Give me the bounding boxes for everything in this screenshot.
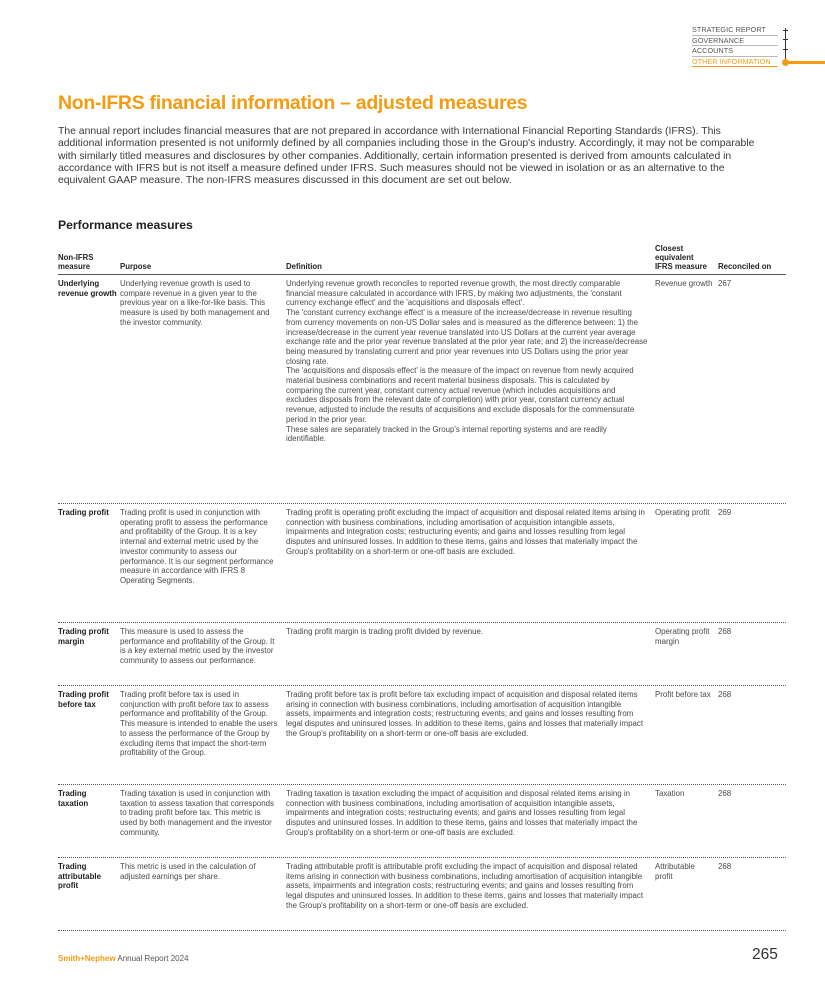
nav-accounts[interactable]: ACCOUNTS [692,46,778,57]
measure-name: Trading profit margin [58,627,109,646]
nav-rail [785,28,786,63]
definition-paragraph: The 'constant currency exchange effect' is a measure of the increase/decrease in revenue resulting from currency movements on non-US Dollar sales and is measured as the difference between: 1) the increase/decrease in the current year revenue translated into US Dollars at the current year average exchange rate and the prior year revenue translated at the prior year rate; and 2) the increase/decrease being measured by translating current and prior year revenues into US Dollars using the prior year closing rate. [286,308,648,366]
nav-tick [783,49,788,50]
page-title: Non-IFRS financial information – adjusted measures [58,92,528,114]
measure-name: Trading profit [58,508,109,517]
section-title: Performance measures [58,218,193,232]
reconciled-page[interactable]: 268 [718,690,732,699]
equivalent-measure: Operating profit margin [655,627,710,646]
header-purpose: Purpose [120,262,152,272]
brand-logo-text: Smith+Nephew [58,954,116,963]
table-row [58,785,786,858]
definition-paragraph: These sales are separately tracked in the Group's internal reporting systems and are readily identifiable. [286,424,607,444]
nav-active-bar [785,61,825,64]
header-equivalent: Closest equivalent IFRS measure [655,244,708,272]
intro-paragraph: The annual report includes financial measures that are not prepared in accordance with International Financial Reporting Standards (IFRS). This additional information presented is not uniformly defined by all companies including those in the Group's industry. Accordingly, it may not be comparable with similarly titled measures and disclosures by other companies. Additionally, certain information presented is derived from amounts calculated in accordance with IFRS but is not itself a measure defined under IFRS. Such measures should not be viewed in isolation or as an alternative to the equivalent GAAP measure. The non-IFRS measures discussed in this document are set out below. [58,126,755,187]
reconciled-page[interactable]: 268 [718,627,732,636]
measure-name: Trading taxation [58,789,89,808]
definition-paragraph: Trading profit margin is trading profit divided by revenue. [286,627,484,636]
performance-measures-table [58,230,786,931]
definition-text [286,279,648,444]
nav-tick [783,39,788,40]
reconciled-page[interactable]: 268 [718,862,732,871]
equivalent-measure: Attributable profit [655,862,695,881]
definition-text [286,862,648,911]
reconciled-page[interactable]: 268 [718,789,732,798]
table-row [58,275,786,504]
table-row [58,858,786,931]
header-definition: Definition [286,262,322,272]
purpose-text: This metric is used in the calculation of adjusted earnings per share. [120,862,256,881]
nav-governance[interactable]: GOVERNANCE [692,36,778,47]
definition-paragraph: Trading attributable profit is attributable profit excluding the impact of acquisition and disposal related items arising in connection with business combinations, including amortisation of acquisition intangible assets, impairments and integration costs; restructuring events; and gains and losses resulting from legal disputes and uninsured losses. In addition to these items, gains and losses that materially impact the Group's profitability on a short-term or one-off basis are excluded. [286,862,644,910]
header-measure: Non-IFRS measure [58,253,94,272]
definition-text [286,508,648,557]
table-header [58,230,786,275]
equivalent-measure: Revenue growth [655,279,713,288]
definition-text [286,627,648,637]
purpose-text: Underlying revenue growth is used to compare revenue in a given year to the previous year on a like-for-like basis. This measure is used by both management and the investor community. [120,279,270,327]
nav-other-information[interactable]: OTHER INFORMATION [692,57,778,68]
table-row [58,504,786,623]
nav-strategic-report[interactable]: STRATEGIC REPORT [692,25,778,36]
equivalent-measure: Taxation [655,789,685,798]
measure-name: Trading attributable profit [58,862,101,891]
page-number: 265 [752,946,778,963]
definition-paragraph: Trading profit is operating profit excluding the impact of acquisition and disposal related items arising in connection with business combinations, including amortisation of acquisition intangible assets, impairments and integration costs; restructuring events; and gains and losses resulting from legal disputes and uninsured losses. In addition to these items, gains and losses that materially impact the Group's profitability on a short-term or one-off basis are excluded. [286,508,645,556]
purpose-text: Trading profit is used in conjunction with operating profit to assess the performance and profitability of the Group. It is a key internal and external metric used by the investor community to assess our performance. It is our segment performance measure in accordance with IFRS 8 Operating Segments. [120,508,274,585]
reconciled-page[interactable]: 269 [718,508,732,517]
measure-name: Underlying revenue growth [58,279,117,298]
table-row [58,623,786,686]
purpose-text: This measure is used to assess the performance and profitability of the Group. It is a key external metric used by the investor community to assess our performance. [120,627,275,666]
definition-paragraph: Underlying revenue growth reconciles to reported revenue growth, the most directly comparable financial measure calculated in accordance with IFRS, by making two adjustments, the 'constant currency exchange effect' and the 'acquisitions and disposals effect'. [286,279,622,308]
table-row [58,686,786,785]
purpose-text: Trading taxation is used in conjunction with taxation to assess taxation that corresponds to trading profit before tax. This metric is used by both management and the investor community. [120,789,274,837]
measure-name: Trading profit before tax [58,690,109,709]
purpose-text: Trading profit before tax is used in conjunction with profit before tax to assess performance and profitability of the Group. This measure is intended to enable the users to assess the performance of the Group by excluding items that impact the short-term profitability of the Group. [120,690,278,758]
equivalent-measure: Profit before tax [655,690,711,699]
equivalent-measure: Operating profit [655,508,710,517]
definition-text [286,789,648,838]
reconciled-page[interactable]: 267 [718,279,732,288]
definition-text [286,690,648,739]
nav-tick [783,30,788,31]
nav-active-dot [782,59,789,66]
definition-paragraph: The 'acquisitions and disposals effect' is the measure of the impact on revenue from newly acquired material business combinations and recent material business disposals. This is calculated by comparing the current year, constant currency actual revenue (which includes acquisitions and excludes disposals from the relevant date of completion) with prior year, constant currency actual revenue, adjusted to include the results of acquisitions and exclude disposals for the commensurate period in the prior year. [286,366,635,424]
header-reconciled: Reconciled on [718,262,772,272]
footer-brand [58,954,189,963]
definition-paragraph: Trading taxation is taxation excluding the impact of acquisition and disposal related items arising in connection with business combinations, including amortisation of acquisition intangible assets, impairments and integration costs; restructuring events; and gains and losses resulting from legal disputes and uninsured losses. In addition to these items, gains and losses that materially impact the Group's profitability on a short-term or one-off basis are excluded. [286,789,638,837]
report-name: Annual Report 2024 [117,954,189,963]
section-nav [692,25,825,67]
definition-paragraph: Trading profit before tax is profit before tax excluding impact of acquisition and disposal related items arising in connection with business combinations, including amortisation of acquisition intangible assets, impairments and integration costs; restructuring events; and gains and losses resulting from legal disputes and uninsured losses. In addition to these items, gains and losses that materially impact the Group's profitability on a short-term or one-off basis are excluded. [286,690,644,738]
